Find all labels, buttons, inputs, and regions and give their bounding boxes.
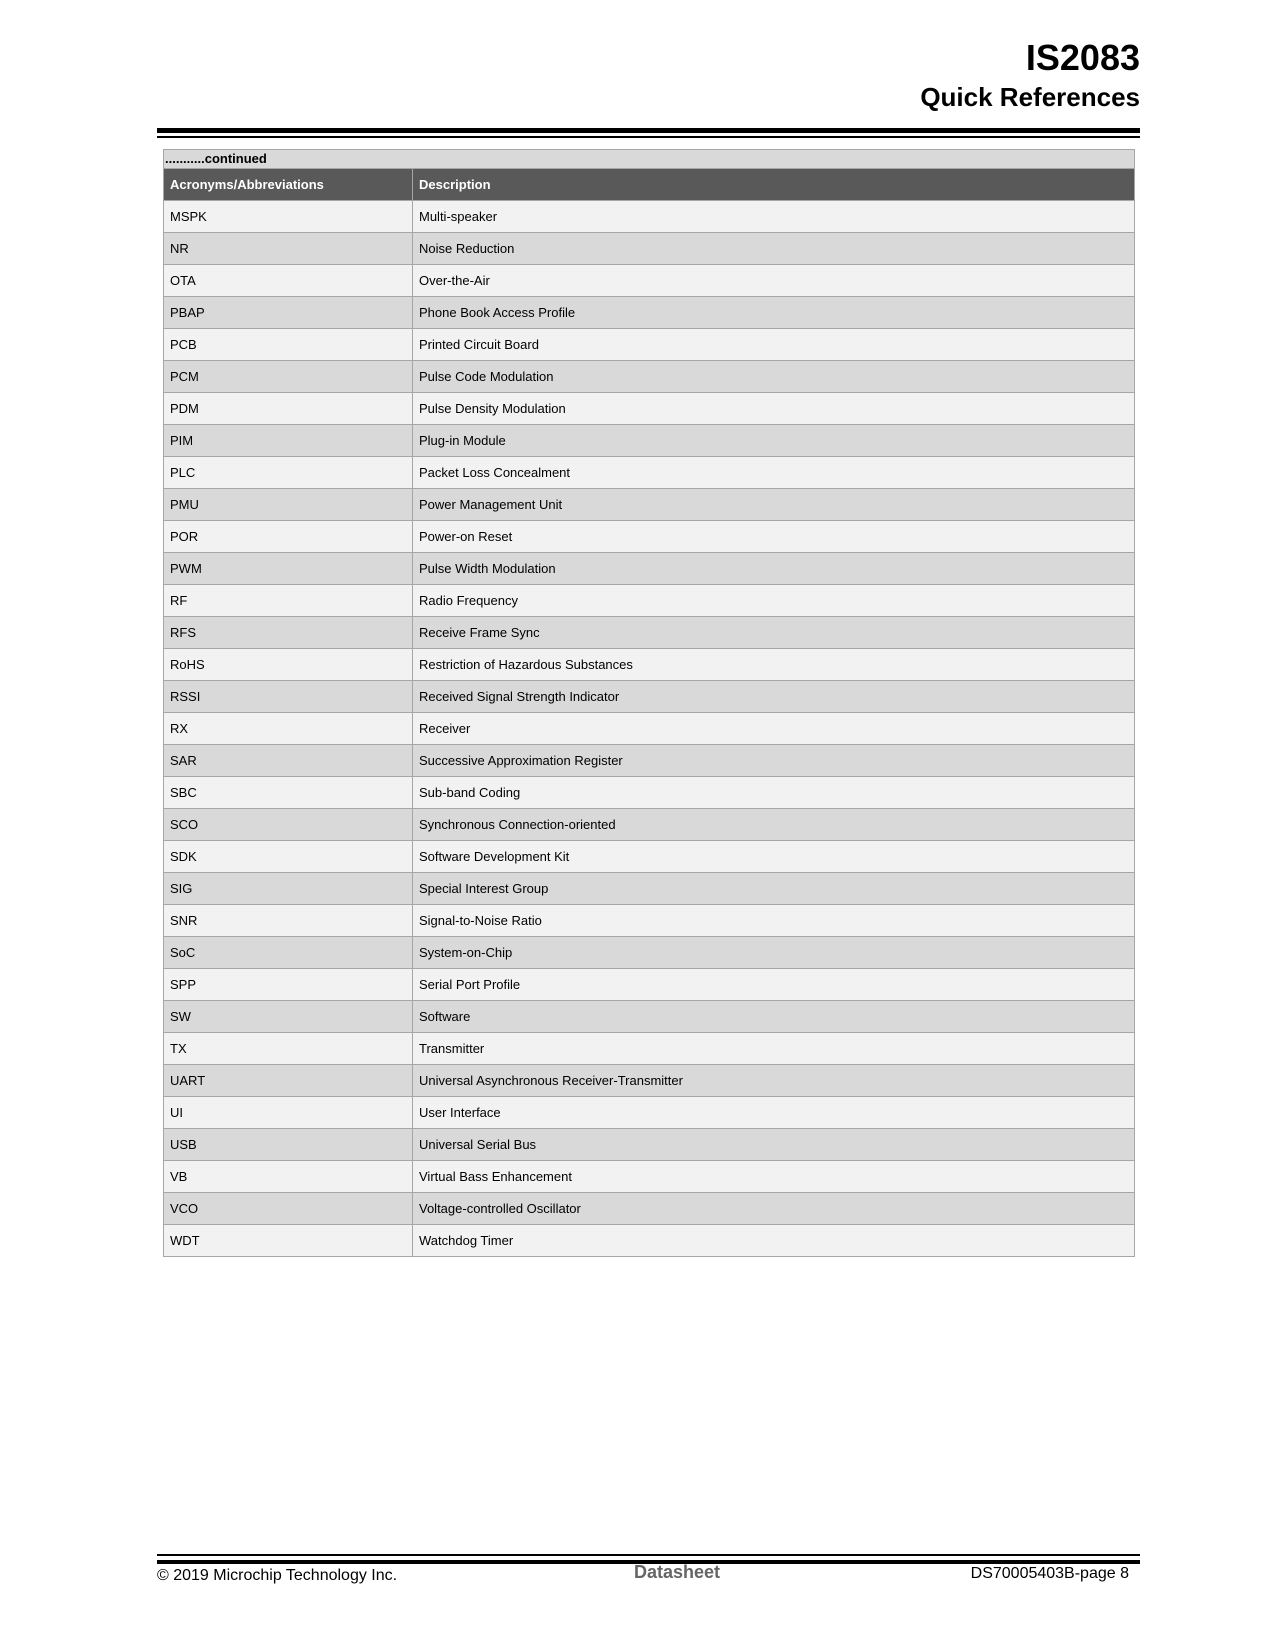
acronym-cell: SW (164, 1001, 413, 1033)
table-row (164, 265, 1135, 297)
description-cell: Signal-to-Noise Ratio (413, 905, 1135, 937)
header-rule-thick (157, 128, 1140, 133)
table-row (164, 809, 1135, 841)
table-row (164, 617, 1135, 649)
description-cell: Receiver (413, 713, 1135, 745)
acronym-cell: PBAP (164, 297, 413, 329)
acronym-cell: MSPK (164, 201, 413, 233)
footer-copyright: © 2019 Microchip Technology Inc. (157, 1567, 398, 1584)
acronym-cell: RoHS (164, 649, 413, 681)
acronym-cell: VCO (164, 1193, 413, 1225)
description-cell: Over-the-Air (413, 265, 1135, 297)
description-cell: Software (413, 1001, 1135, 1033)
description-cell: Power-on Reset (413, 521, 1135, 553)
footer-doc-type: Datasheet (634, 1562, 721, 1582)
description-cell: Multi-speaker (413, 201, 1135, 233)
header-rule-thin (157, 136, 1140, 138)
table-row (164, 937, 1135, 969)
acronym-cell: PCB (164, 329, 413, 361)
table-header-row (164, 169, 1135, 201)
acronyms-table (163, 149, 1135, 1257)
table-row (164, 489, 1135, 521)
table-row (164, 457, 1135, 489)
acronym-cell: VB (164, 1161, 413, 1193)
description-cell: Plug-in Module (413, 425, 1135, 457)
column-header-acronym: Acronyms/Abbreviations (164, 169, 413, 201)
table-row (164, 361, 1135, 393)
description-cell: Radio Frequency (413, 585, 1135, 617)
description-cell: Noise Reduction (413, 233, 1135, 265)
description-cell: Received Signal Strength Indicator (413, 681, 1135, 713)
description-cell: Software Development Kit (413, 841, 1135, 873)
acronym-cell: SoC (164, 937, 413, 969)
acronym-cell: SBC (164, 777, 413, 809)
description-cell: Pulse Code Modulation (413, 361, 1135, 393)
table-row (164, 777, 1135, 809)
footer-rule-thin (157, 1554, 1140, 1556)
description-cell: Successive Approximation Register (413, 745, 1135, 777)
acronym-cell: SIG (164, 873, 413, 905)
acronym-cell: PIM (164, 425, 413, 457)
footer-page-reference: DS70005403B-page 8 (970, 1565, 1129, 1582)
acronym-cell: TX (164, 1033, 413, 1065)
acronym-cell: WDT (164, 1225, 413, 1257)
acronym-cell: PCM (164, 361, 413, 393)
table-row (164, 393, 1135, 425)
description-cell: Watchdog Timer (413, 1225, 1135, 1257)
acronym-cell: OTA (164, 265, 413, 297)
table-row (164, 1001, 1135, 1033)
acronym-cell: RFS (164, 617, 413, 649)
acronym-cell: SCO (164, 809, 413, 841)
table-row (164, 969, 1135, 1001)
acronym-cell: SNR (164, 905, 413, 937)
acronym-cell: PMU (164, 489, 413, 521)
description-cell: Special Interest Group (413, 873, 1135, 905)
acronym-cell: USB (164, 1129, 413, 1161)
table-row (164, 1065, 1135, 1097)
table-row (164, 1097, 1135, 1129)
description-cell: System-on-Chip (413, 937, 1135, 969)
description-cell: Sub-band Coding (413, 777, 1135, 809)
column-header-description: Description (413, 169, 1135, 201)
description-cell: Pulse Width Modulation (413, 553, 1135, 585)
description-cell: Voltage-controlled Oscillator (413, 1193, 1135, 1225)
acronym-cell: SDK (164, 841, 413, 873)
acronyms-table-container (163, 149, 1134, 1257)
table-row (164, 585, 1135, 617)
acronym-cell: POR (164, 521, 413, 553)
table-row (164, 1161, 1135, 1193)
description-cell: Printed Circuit Board (413, 329, 1135, 361)
acronym-cell: UART (164, 1065, 413, 1097)
continued-row (164, 150, 1135, 169)
description-cell: Universal Asynchronous Receiver-Transmitter (413, 1065, 1135, 1097)
table-row (164, 841, 1135, 873)
table-row (164, 1129, 1135, 1161)
acronym-cell: SAR (164, 745, 413, 777)
table-body (164, 201, 1135, 1257)
acronym-cell: RX (164, 713, 413, 745)
description-cell: Pulse Density Modulation (413, 393, 1135, 425)
description-cell: User Interface (413, 1097, 1135, 1129)
table-row (164, 649, 1135, 681)
table-row (164, 713, 1135, 745)
document-title: IS2083 (1025, 37, 1140, 78)
description-cell: Packet Loss Concealment (413, 457, 1135, 489)
description-cell: Synchronous Connection-oriented (413, 809, 1135, 841)
description-cell: Serial Port Profile (413, 969, 1135, 1001)
table-row (164, 297, 1135, 329)
description-cell: Power Management Unit (413, 489, 1135, 521)
table-row (164, 329, 1135, 361)
section-title: Quick References (920, 82, 1140, 112)
table-row (164, 1193, 1135, 1225)
description-cell: Transmitter (413, 1033, 1135, 1065)
table-row (164, 1225, 1135, 1257)
table-row (164, 553, 1135, 585)
acronym-cell: PLC (164, 457, 413, 489)
acronym-cell: NR (164, 233, 413, 265)
acronym-cell: PWM (164, 553, 413, 585)
table-row (164, 745, 1135, 777)
description-cell: Phone Book Access Profile (413, 297, 1135, 329)
table-row (164, 681, 1135, 713)
acronym-cell: RF (164, 585, 413, 617)
table-row (164, 873, 1135, 905)
table-row (164, 1033, 1135, 1065)
continued-label: ...........continued (164, 150, 1135, 169)
acronym-cell: PDM (164, 393, 413, 425)
table-row (164, 905, 1135, 937)
description-cell: Virtual Bass Enhancement (413, 1161, 1135, 1193)
table-row (164, 233, 1135, 265)
acronym-cell: RSSI (164, 681, 413, 713)
table-row (164, 425, 1135, 457)
description-cell: Receive Frame Sync (413, 617, 1135, 649)
table-row (164, 201, 1135, 233)
description-cell: Universal Serial Bus (413, 1129, 1135, 1161)
description-cell: Restriction of Hazardous Substances (413, 649, 1135, 681)
acronym-cell: SPP (164, 969, 413, 1001)
table-row (164, 521, 1135, 553)
acronym-cell: UI (164, 1097, 413, 1129)
